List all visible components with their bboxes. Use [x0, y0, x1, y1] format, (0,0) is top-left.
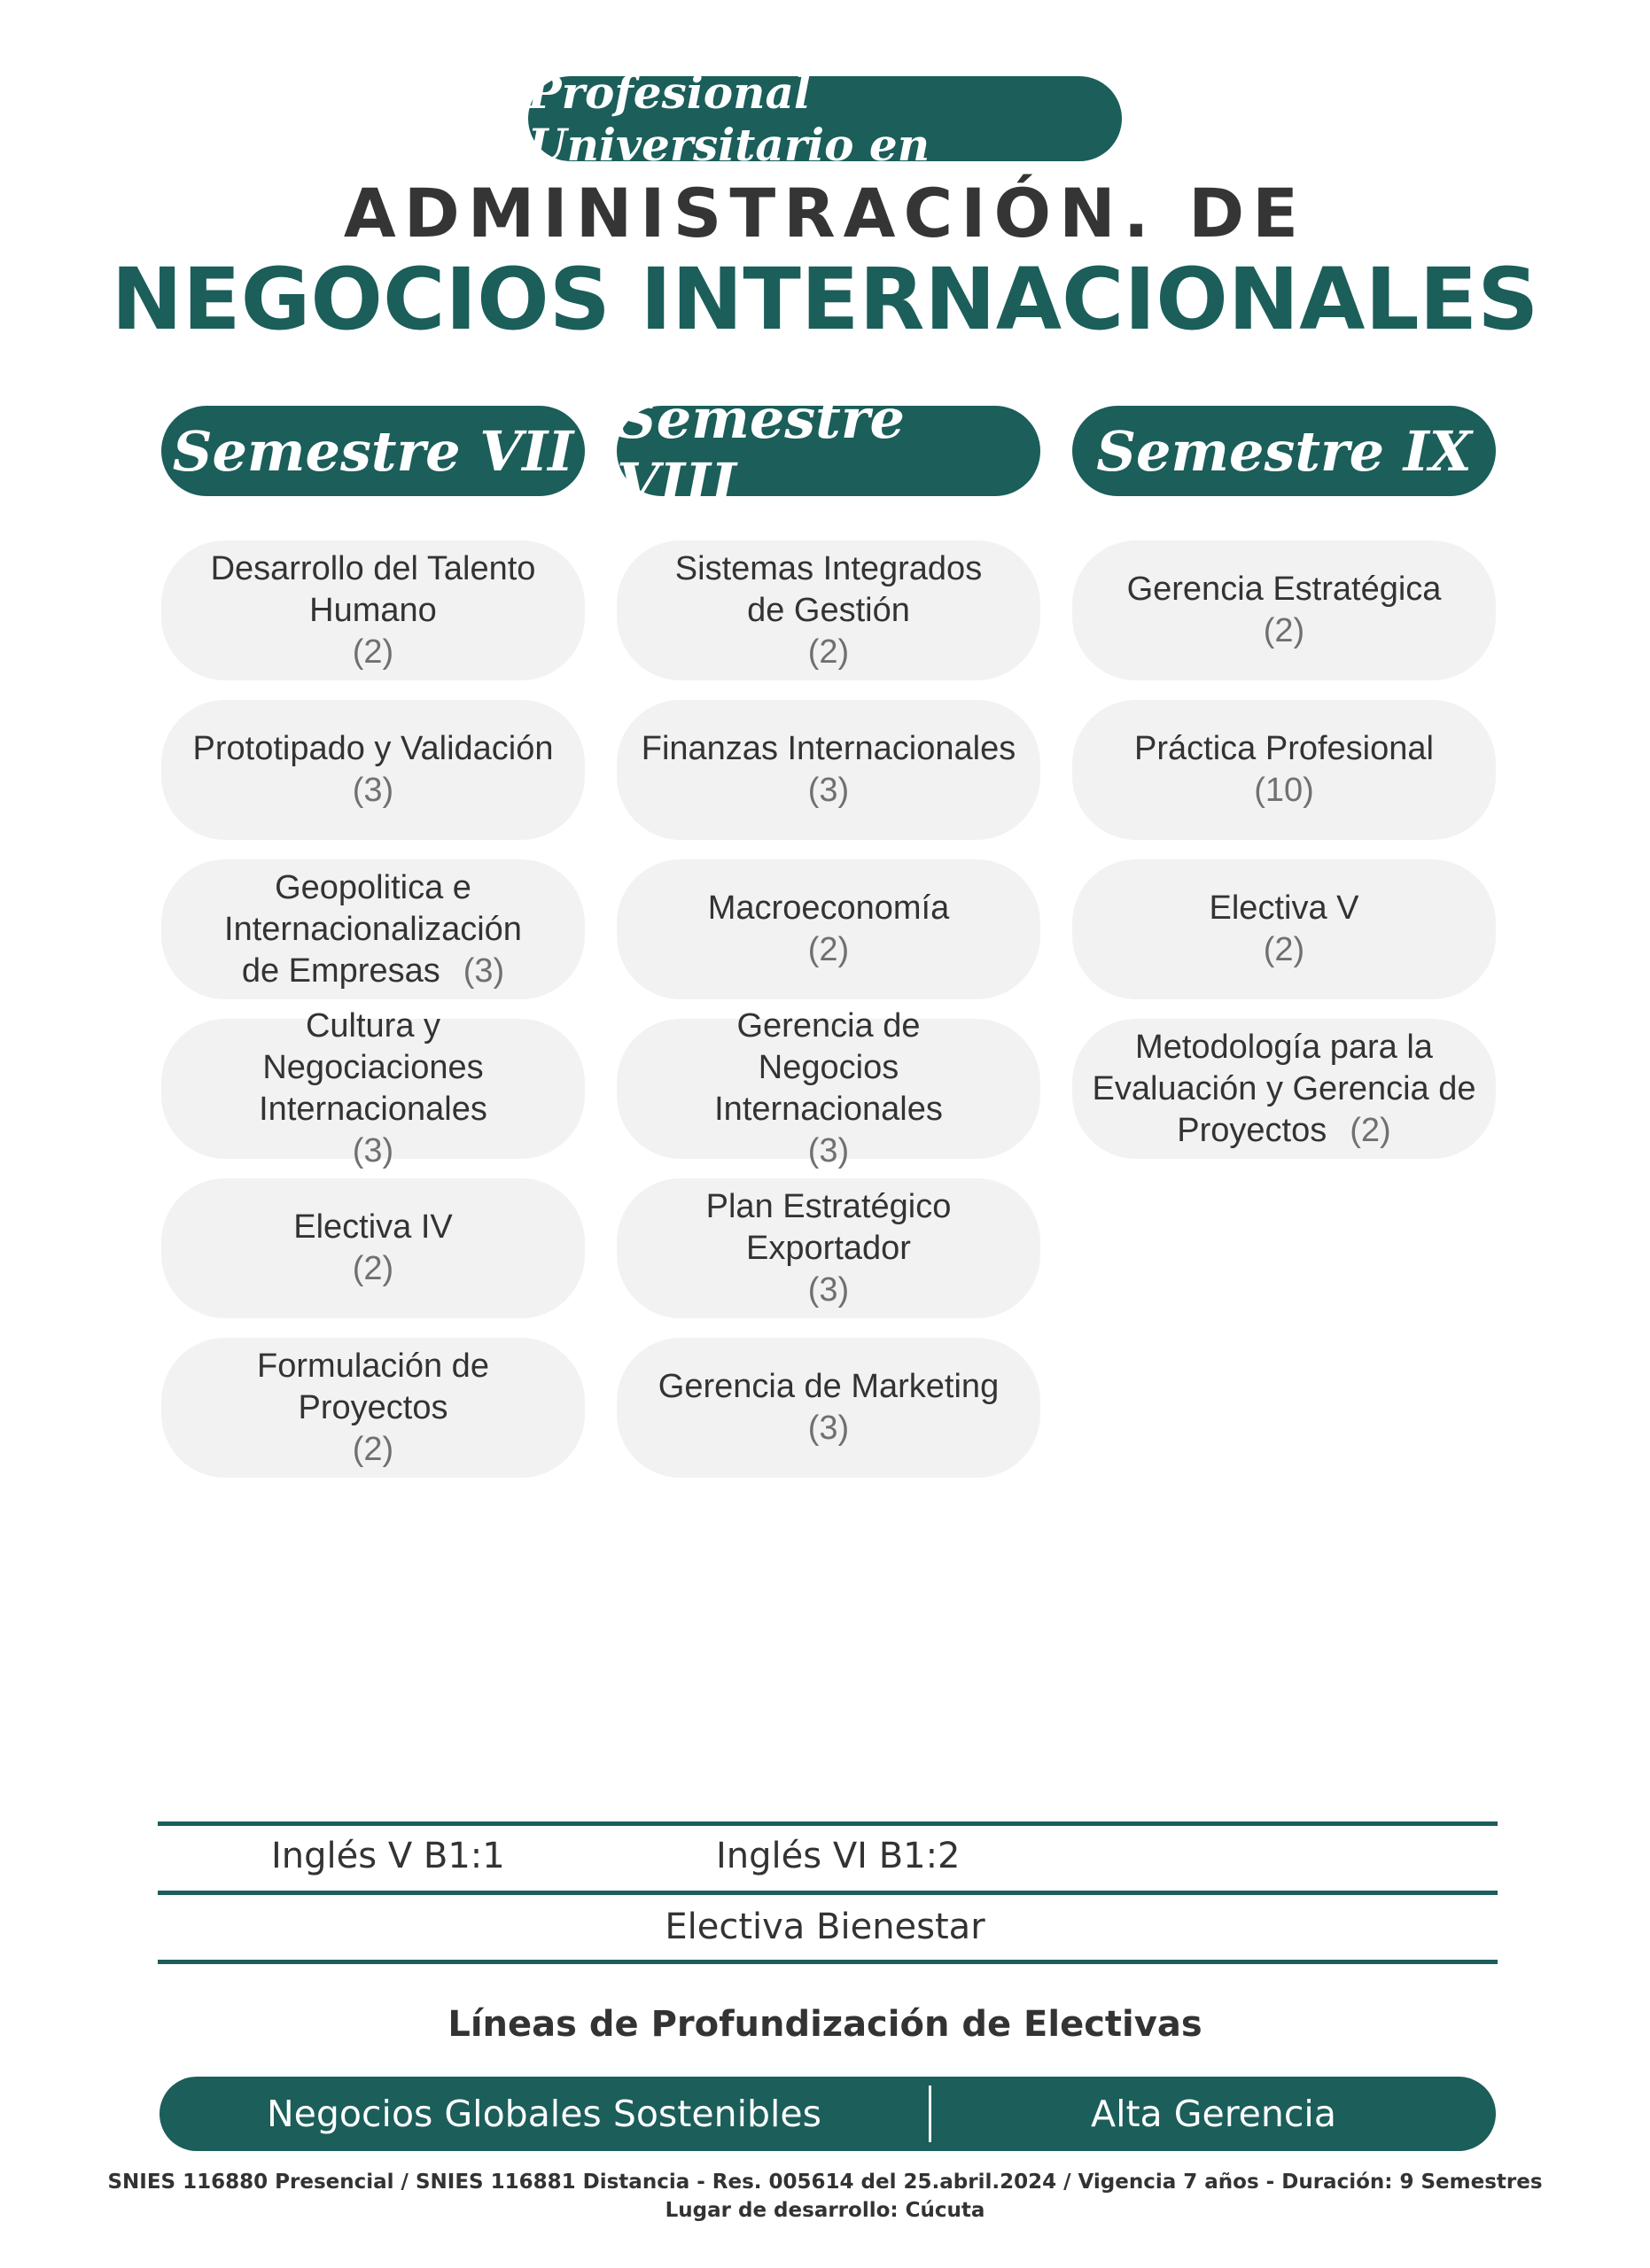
semester-header [1072, 406, 1496, 496]
course-card [617, 859, 1040, 999]
course-credits: (3) [807, 1270, 850, 1309]
wellbeing-elective: Electiva Bienestar [665, 1907, 985, 1947]
electives-lines-title: Líneas de Profundización de Electivas [448, 2004, 1202, 2045]
divider-rule [158, 1891, 1498, 1895]
semester-column-vii [161, 406, 585, 1468]
course-name: Gerencia de Negocios Internacionales [714, 1007, 943, 1128]
course-card [161, 1338, 585, 1478]
semester-column-ix [1072, 406, 1496, 1149]
footer-location: Lugar de desarrollo: Cúcuta [665, 2199, 985, 2222]
semester-column-viii [617, 386, 1040, 1447]
course-name: Sistemas Integrados de Gestión [674, 549, 983, 629]
course-card [161, 1007, 585, 1169]
course-name: Macroeconomía [707, 889, 950, 927]
divider-rule [158, 1960, 1498, 1964]
english-course-2: Inglés VI B1:2 [716, 1836, 961, 1876]
course-card [1072, 1019, 1496, 1159]
course-card [161, 859, 585, 999]
program-title-line-2: NEGOCIOS INTERNACIONALES [111, 250, 1539, 349]
course-credits: (2) [807, 633, 850, 671]
course-name: Práctica Profesional [1134, 730, 1434, 767]
course-card [617, 1178, 1040, 1318]
course-card [617, 1007, 1040, 1169]
program-title-line-1: ADMINISTRACIÓN. DE [343, 174, 1307, 252]
course-credits: (2) [1263, 612, 1305, 649]
course-credits: (2) [352, 1430, 394, 1468]
course-name: Formulación de Proyectos [257, 1347, 489, 1426]
course-name [1072, 1027, 1496, 1152]
course-credits: (3) [807, 1132, 850, 1169]
course-name: Plan Estratégico Exportador [705, 1187, 952, 1267]
course-card [1072, 859, 1496, 999]
course-credits: (2) [352, 633, 394, 671]
course-name: Gerencia Estratégica [1126, 571, 1442, 608]
course-name [161, 867, 585, 992]
course-card [161, 700, 585, 840]
semester-label: Semestre VII [172, 418, 574, 484]
semester-header [617, 386, 1040, 516]
course-card [1072, 540, 1496, 680]
semester-header [161, 406, 585, 496]
course-card [617, 700, 1040, 840]
course-name: Electiva IV [293, 1208, 453, 1246]
elective-line-1-label: Negocios Globales Sostenibles [267, 2093, 821, 2135]
course-name: Prototipado y Validación [192, 730, 554, 767]
course-name: Desarrollo del Talento Humano [210, 549, 536, 629]
footer-accreditation: SNIES 116880 Presencial / SNIES 116881 Distancia - Res. 005614 del 25.abril.2024 / Vigencia 7 años - Duración: 9 Semestres [107, 2171, 1543, 2194]
course-card [617, 540, 1040, 680]
electives-lines-bar [160, 2077, 1496, 2151]
program-type-label: Profesional Universitario en [528, 66, 930, 171]
course-card [617, 1338, 1040, 1478]
course-card [161, 1178, 585, 1318]
english-course-1: Inglés V B1:1 [271, 1836, 505, 1876]
course-credits: (3) [807, 772, 850, 809]
program-type-badge [528, 66, 1122, 171]
course-credits: (2) [1263, 931, 1305, 968]
course-credits: (3) [352, 772, 394, 809]
course-name: Electiva V [1209, 889, 1359, 927]
semester-label: Semestre IX [1096, 418, 1472, 484]
semester-label: Semestre VIII [617, 386, 905, 516]
course-credits: (2) [1350, 1111, 1391, 1149]
course-credits: (2) [352, 1250, 394, 1287]
divider-rule [158, 1821, 1498, 1826]
course-card [161, 540, 585, 680]
course-name: Finanzas Internacionales [641, 730, 1016, 767]
course-credits: (10) [1254, 772, 1314, 809]
course-name: Cultura y Negociaciones Internacionales [259, 1007, 487, 1128]
course-credits: (2) [807, 931, 850, 968]
course-credits: (3) [463, 951, 505, 990]
course-name: Gerencia de Marketing [658, 1368, 1000, 1405]
elective-line-2-label: Alta Gerencia [1091, 2093, 1336, 2135]
course-credits: (3) [807, 1410, 850, 1447]
course-name-text: Geopolitica e Internacionalización de Empresas [224, 868, 522, 990]
elective-line-2 [931, 2077, 1496, 2151]
course-name-text: Metodología para la Evaluación y Gerencia de Proyectos [1092, 1028, 1476, 1149]
course-card [1072, 700, 1496, 840]
course-credits: (3) [352, 1132, 394, 1169]
elective-line-1 [160, 2077, 929, 2151]
